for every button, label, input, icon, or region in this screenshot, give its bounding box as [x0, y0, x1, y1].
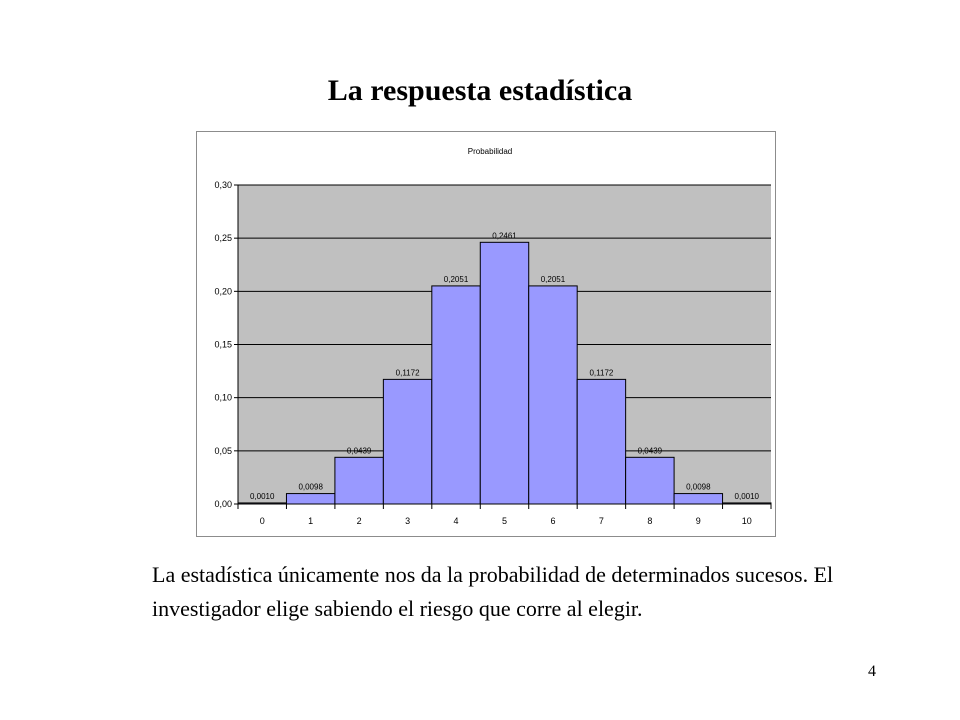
y-tick-label: 0,30 — [214, 180, 232, 190]
bar — [335, 457, 383, 504]
x-tick-label: 8 — [647, 516, 653, 526]
data-label: 0,2051 — [540, 274, 566, 284]
bar — [626, 457, 674, 504]
y-tick-label: 0,05 — [214, 445, 232, 456]
y-tick-label: 0,20 — [214, 286, 232, 297]
x-tick-label: 0 — [259, 516, 265, 526]
bar — [529, 286, 577, 504]
data-label: 0,0439 — [346, 446, 372, 456]
page-number: 4 — [868, 663, 876, 680]
x-tick-label: 3 — [405, 516, 411, 526]
bar-chart — [197, 132, 775, 536]
x-tick-label: 4 — [453, 516, 459, 526]
slide-title: La respuesta estadística — [327, 74, 633, 107]
x-tick-label: 9 — [695, 516, 701, 526]
data-label: 0,2461 — [492, 231, 517, 241]
body-text: La estadística únicamente nos da la probabilidad de determinados sucesos. El investigador elige sabiendo el riesgo que corre al elegir. — [152, 562, 834, 621]
y-tick-label: 0,15 — [214, 339, 232, 350]
data-label: 0,0439 — [637, 446, 663, 456]
data-label: 0,0098 — [298, 482, 323, 492]
y-tick-label: 0,25 — [214, 233, 232, 244]
y-tick-label: 0,00 — [214, 499, 232, 509]
data-label: 0,1172 — [589, 368, 614, 378]
data-label: 0,0010 — [734, 491, 760, 501]
bar — [577, 379, 625, 504]
x-tick-label: 7 — [598, 516, 604, 526]
chart-container — [196, 131, 776, 537]
data-label: 0,2051 — [443, 274, 469, 284]
x-tick-label: 1 — [308, 516, 314, 526]
y-tick-label: 0,10 — [214, 392, 232, 403]
chart-title: Probabilidad — [467, 147, 513, 156]
x-tick-label: 10 — [741, 516, 752, 526]
bar — [432, 286, 480, 504]
data-label: 0,0098 — [686, 482, 711, 492]
bar — [383, 379, 431, 504]
bar — [674, 494, 722, 504]
data-label: 0,0010 — [249, 491, 275, 501]
x-tick-label: 5 — [501, 516, 508, 526]
bar — [480, 242, 528, 504]
x-tick-label: 2 — [356, 516, 362, 526]
data-label: 0,1172 — [395, 368, 420, 378]
bar — [286, 494, 334, 504]
x-tick-label: 6 — [550, 516, 556, 526]
